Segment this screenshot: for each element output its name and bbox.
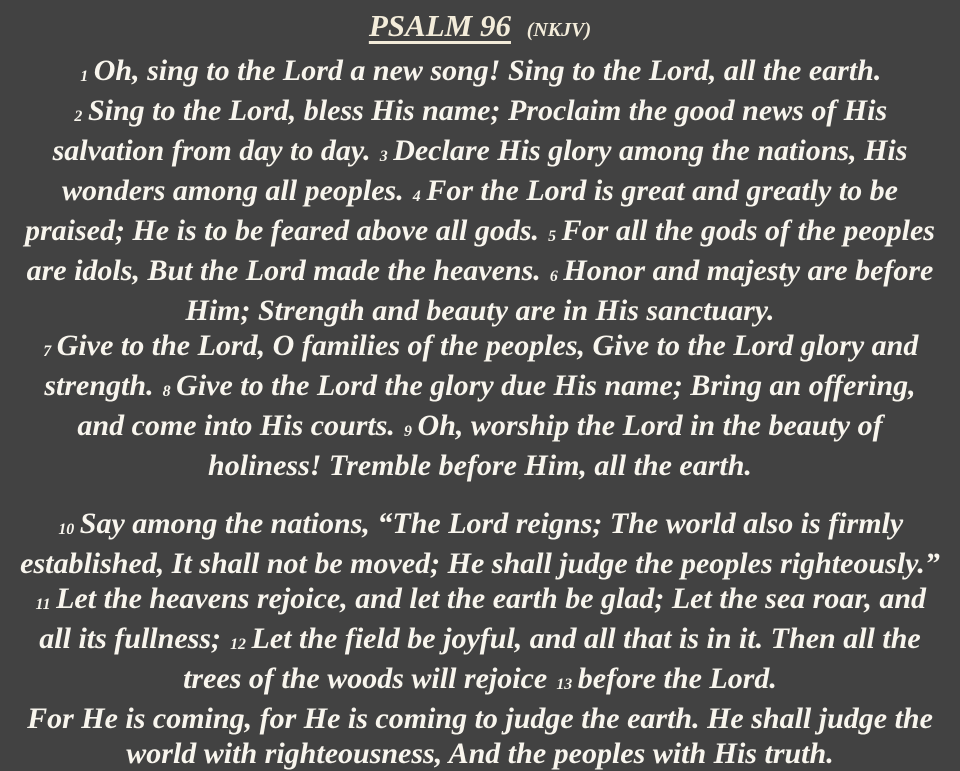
verse-text: Give to the Lord the glory due His name; Bring an offering, and come into His courts. — [77, 369, 916, 442]
verse-number: 8 — [162, 382, 171, 400]
verse-block-verse-13b — [18, 701, 942, 771]
verse-text: For all the gods of the peoples are idols, But the Lord made the heavens. — [26, 214, 935, 287]
verse-text: before the Lord. — [577, 662, 777, 695]
verse-number: 2 — [74, 107, 83, 125]
verse-number: 4 — [412, 187, 421, 205]
verse-block-verses-2-6 — [18, 93, 942, 328]
verse-block-verse-1 — [18, 53, 942, 93]
verse-block-verses-11-13a — [18, 581, 942, 701]
verse-number: 10 — [58, 520, 75, 538]
verse-text: Let the field be joyful, and all that is in it. Then all the trees of the woods will rejoice — [183, 622, 921, 695]
verse-number: 12 — [230, 635, 246, 653]
verse-text: Oh, sing to the Lord a new song! Sing to the Lord, all the earth. — [93, 54, 882, 87]
verse-text: Sing to the Lord, bless His name; Proclaim the good news of His salvation from day to day. — [52, 94, 888, 167]
scripture-body — [18, 53, 942, 771]
psalm-title: PSALM 96 — [368, 8, 511, 43]
verse-number: 1 — [80, 67, 89, 85]
verse-text: Let the heavens rejoice, and let the earth be glad; Let the sea roar, and all its fullness; — [39, 582, 927, 655]
verse-text: Say among the nations, “The Lord reigns; The world also is firmly established, It shall not be moved; He shall judge the peoples righteously.” — [20, 507, 940, 580]
verse-number: 13 — [556, 675, 573, 693]
verse-block-verses-7-9 — [18, 328, 942, 483]
verse-text: Give to the Lord, O families of the peoples, Give to the Lord glory and strength. — [44, 329, 919, 402]
verse-text: Declare His glory among the nations, His wonders among all peoples. — [62, 134, 908, 207]
verse-group-verses-1-9 — [18, 53, 942, 483]
verse-number: 9 — [404, 422, 412, 440]
verse-text: For He is coming, for He is coming to judge the earth. He shall judge the world with righteousness, And the peoples with His truth. — [27, 702, 933, 770]
verse-number: 6 — [549, 267, 558, 285]
verse-number: 5 — [548, 227, 557, 245]
verse-block-verse-10 — [18, 506, 942, 581]
verse-text: For the Lord is great and greatly to be praised; He is to be feared above all gods. — [24, 174, 898, 247]
slide-title — [18, 7, 942, 49]
verse-number: 11 — [35, 595, 51, 613]
translation-label: (NKJV) — [526, 19, 592, 41]
verse-text: Oh, worship the Lord in the beauty of holiness! Tremble before Him, all the earth. — [208, 409, 883, 482]
verse-number: 3 — [379, 147, 388, 165]
verse-number: 7 — [43, 342, 52, 360]
verse-group-verses-10-13 — [18, 506, 942, 771]
verse-text: Honor and majesty are before Him; Strength and beauty are in His sanctuary. — [185, 254, 934, 327]
